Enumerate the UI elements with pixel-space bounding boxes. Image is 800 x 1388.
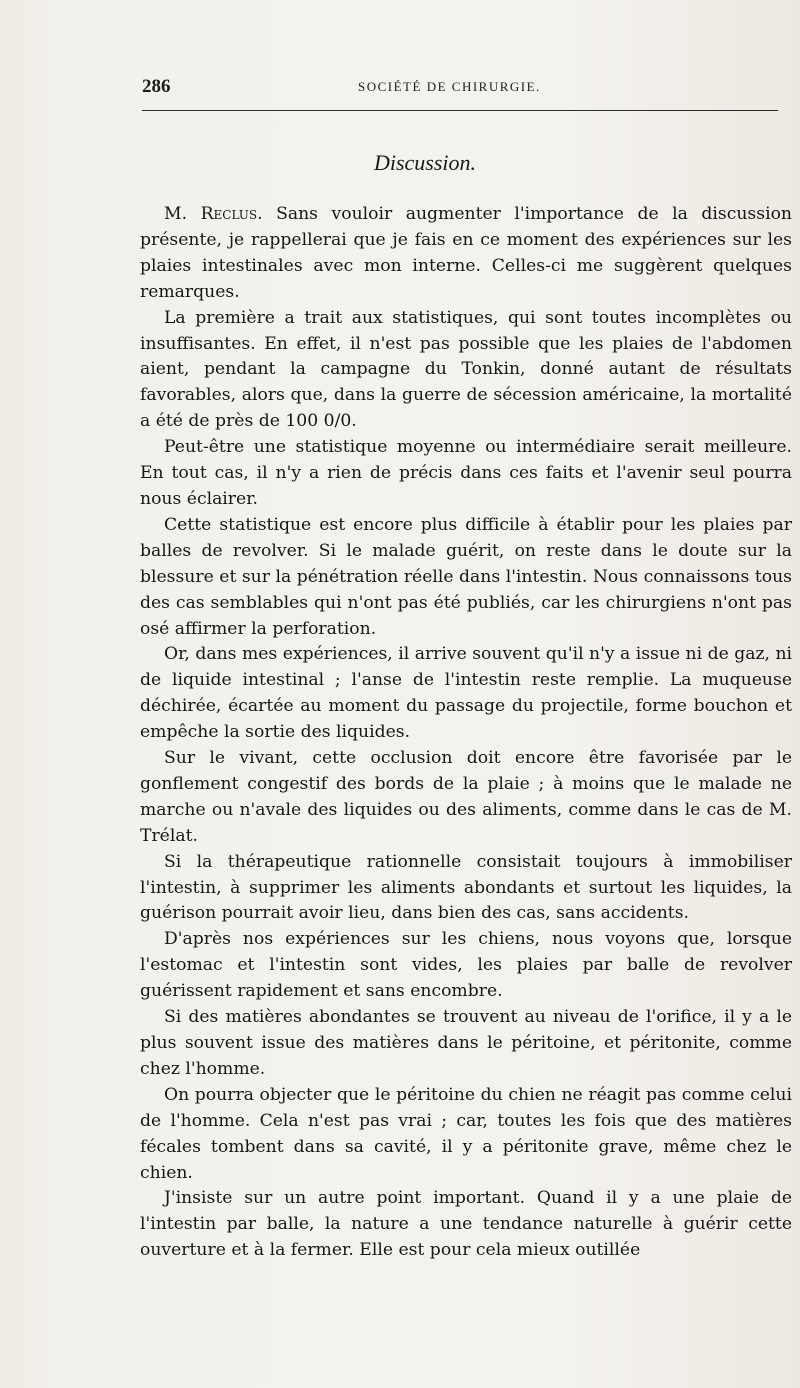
page-header	[142, 76, 778, 102]
paragraph: Cette statistique est encore plus difficile à établir pour les plaies par balles de revolver. Si le malade guérit, on reste dans le doute sur la blessure et sur la pénétration réelle dans l'intestin. Nous connaissons tous des cas semblables qui n'ont pas été publiés, car les chirurgiens n'ont pas osé affirmer la perforation.	[140, 514, 792, 639]
paragraph: On pourra objecter que le péritoine du chien ne réagit pas comme celui de l'homme. Cela n'est pas vrai ; car, toutes les fois que des matières fécales tombent dans sa cavité, il y a péritonite grave, même chez le chien.	[140, 1084, 792, 1183]
paragraph: Sur le vivant, cette occlusion doit encore être favorisée par le gonflement congestif des bords de la plaie ; à moins que le malade ne marche ou n'avale des liquides ou des aliments, comme dans le cas de M. Trélat.	[140, 748, 792, 846]
paragraph: Si des matières abondantes se trouvent au niveau de l'orifice, il y a le plus souvent issue des matières dans le péritoine, et péritonite, comme chez l'homme.	[140, 1007, 792, 1079]
paragraph: Peut-être une statistique moyenne ou intermédiaire serait meilleure. En tout cas, il n'y a rien de précis dans ces faits et l'avenir seul pourra nous éclairer.	[140, 437, 792, 509]
paragraph: Si la thérapeutique rationnelle consistait toujours à immobiliser l'intestin, à supprimer les aliments abondants et surtout les liquides, la guérison pourrait avoir lieu, dans bien des cas, sans accidents.	[140, 851, 792, 924]
paragraph	[140, 202, 792, 306]
section-title: Discussion.	[373, 150, 477, 175]
body-text	[140, 202, 792, 1264]
paragraph: La première a trait aux statistiques, qui sont toutes incomplètes ou insuffisantes. En effet, il n'est pas possible que les plaies de l'abdomen aient, pendant la campagne du Tonkin, donné autant de résultats favorables, alors que, dans la guerre de sécession américaine, la mortalité a été de près de 100 0/0.	[140, 307, 792, 432]
paragraph: D'après nos expériences sur les chiens, nous voyons que, lorsque l'estomac et l'intestin sont vides, les plaies par balle de revolver guérissent rapidement et sans encombre.	[140, 929, 792, 1002]
paragraph: Or, dans mes expériences, il arrive souvent qu'il n'y a issue ni de gaz, ni de liquide intestinal ; l'anse de l'intestin reste remplie. La muqueuse déchirée, écartée au moment du passage du projectile, forme bouchon et empêche la sortie des liquides.	[140, 644, 793, 743]
running-head: SOCIÉTÉ DE CHIRURGIE.	[358, 79, 541, 94]
paragraph: J'insiste sur un autre point important. Quand il y a une plaie de l'intestin par balle, la nature a une tendance naturelle à guérir cette ouverture et à la fermer. Elle est pour cela mieux outillée	[140, 1188, 792, 1261]
paragraph-text: Sans vouloir augmenter l'importance de la discussion présente, je rappellerai que je fais en ce moment des expériences sur les plaies intestinales avec mon interne. Celles-ci me suggèrent quelques remarques.	[140, 204, 792, 302]
header-rule	[142, 110, 778, 111]
page-number: 286	[142, 76, 171, 97]
speaker-name: M. Reclus.	[164, 204, 263, 224]
